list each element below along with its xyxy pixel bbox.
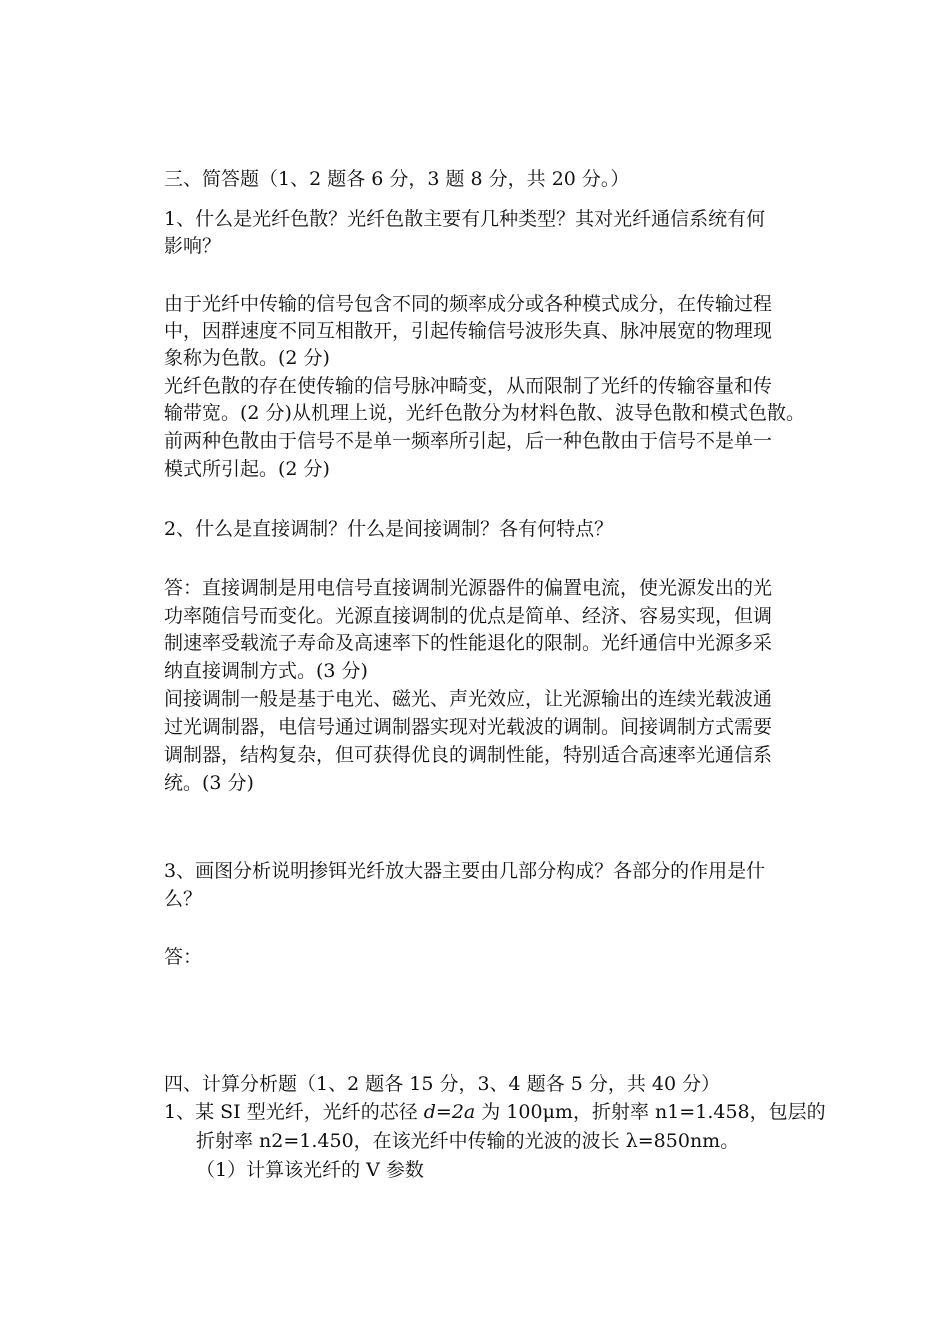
- q1-question-line1: 1、什么是光纤色散？光纤色散主要有几种类型？其对光纤通信系统有何: [164, 208, 766, 230]
- q1-answer-line5: 输带宽。(2 分)从机理上说，光纤色散分为材料色散、波导色散和模式色散。: [164, 402, 805, 424]
- s4-q1-core-diameter-var: d=2a: [423, 1101, 476, 1123]
- q2-answer-line7: 调制器，结构复杂，但可获得优良的调制性能，特别适合高速率光通信系: [164, 744, 773, 766]
- section4-heading: 四、计算分析题（1、2 题各 15 分，3、4 题各 5 分，共 40 分）: [164, 1073, 721, 1095]
- q2-answer-line4: 纳直接调制方式。(3 分): [164, 660, 368, 682]
- s4-q1-line1-text-a: 1、某 SI 型光纤，光纤的芯径: [164, 1101, 424, 1123]
- q2-answer-line1: 答：直接调制是用电信号直接调制光源器件的偏置电流，使光源发出的光: [164, 577, 773, 599]
- q2-answer-line3: 制速率受载流子寿命及高速率下的性能退化的限制。光纤通信中光源多采: [164, 632, 773, 654]
- q2-answer-line5: 间接调制一般是基于电光、磁光、声光效应，让光源输出的连续光载波通: [164, 688, 773, 710]
- s4-q1-sub1: （1）计算该光纤的 V 参数: [196, 1159, 424, 1181]
- s4-q1-line1: [164, 1099, 826, 1125]
- q2-answer-line6: 过光调制器，电信号通过调制器实现对光载波的调制。间接调制方式需要: [164, 716, 773, 738]
- q1-answer-line3: 象称为色散。(2 分): [164, 347, 330, 369]
- q3-answer: 答：: [164, 946, 203, 968]
- q3-question-line2: 么？: [164, 888, 203, 910]
- section3-heading: 三、简答题（1、2 题各 6 分，3 题 8 分，共 20 分。）: [164, 168, 630, 190]
- q1-answer-line7: 模式所引起。(2 分): [164, 458, 330, 480]
- q1-answer-line2: 中，因群速度不同互相散开，引起传输信号波形失真、脉冲展宽的物理现: [164, 320, 773, 342]
- q1-answer-line1: 由于光纤中传输的信号包含不同的频率成分或各种模式成分，在传输过程: [164, 293, 773, 315]
- q2-answer-line2: 功率随信号而变化。光源直接调制的优点是简单、经济、容易实现，但调: [164, 605, 773, 627]
- q3-question-line1: 3、画图分析说明掺铒光纤放大器主要由几部分构成？各部分的作用是什: [164, 860, 766, 882]
- q2-question: 2、什么是直接调制？什么是间接调制？各有何特点？: [164, 518, 614, 540]
- q1-answer-line4: 光纤色散的存在使传输的信号脉冲畸变，从而限制了光纤的传输容量和传: [164, 375, 773, 397]
- q1-answer-line6: 前两种色散由于信号不是单一频率所引起，后一种色散由于信号不是单一: [164, 430, 773, 452]
- q2-answer-line8: 统。(3 分): [164, 772, 254, 794]
- q1-question-line2: 影响？: [164, 235, 222, 257]
- s4-q1-line2: 折射率 n2=1.450，在该光纤中传输的光波的波长 λ=850nm。: [196, 1130, 740, 1152]
- s4-q1-line1-text-b: 为 100μm，折射率 n1=1.458，包层的: [475, 1101, 826, 1123]
